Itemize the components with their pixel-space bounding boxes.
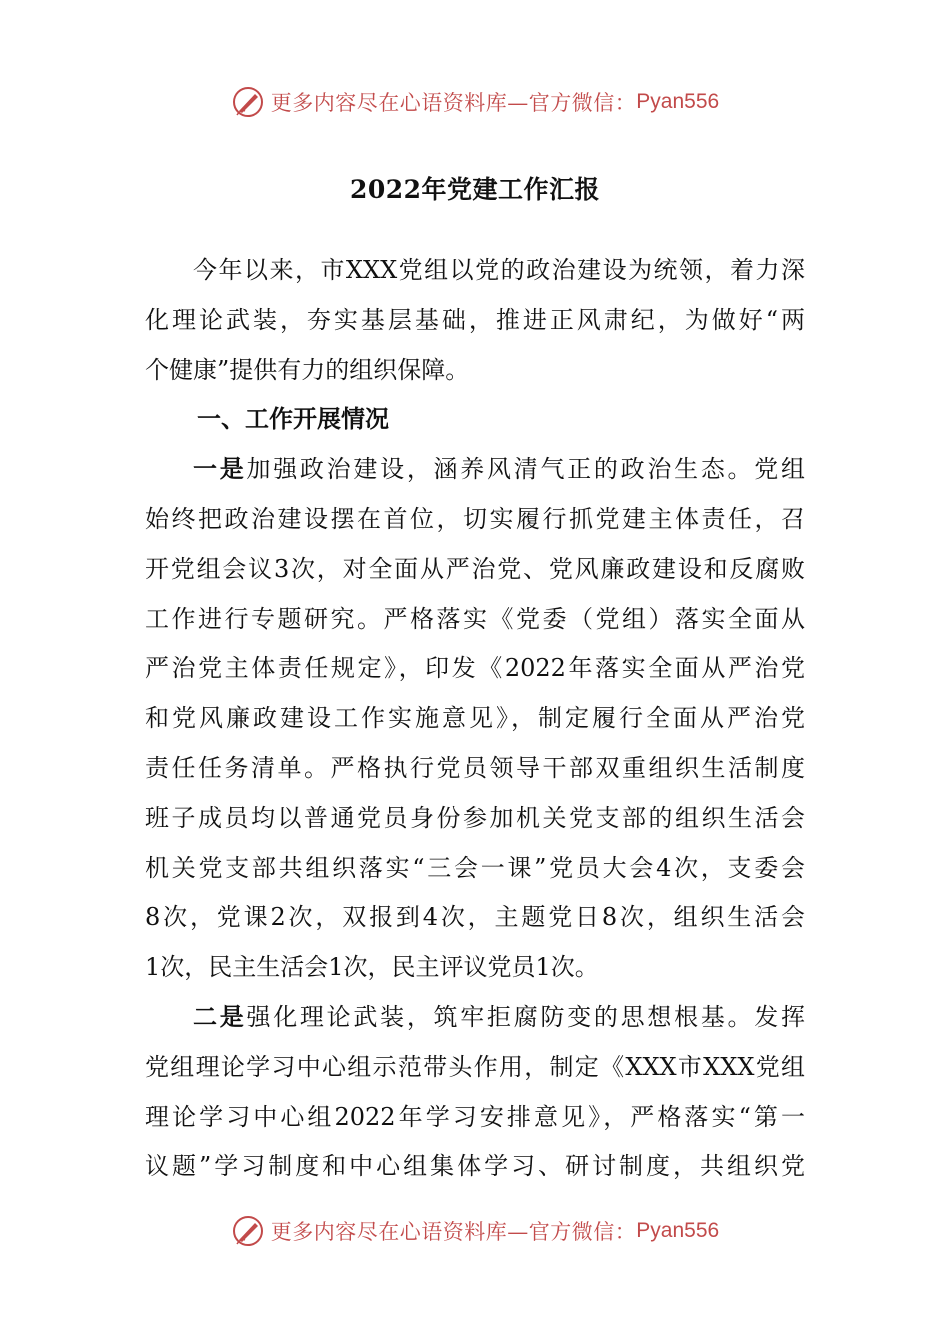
paragraph-2-lead: 二是 — [193, 1002, 247, 1031]
intro-line: 今年以来，市XXX党组以党的政治建设为统领，着力深 — [193, 256, 805, 284]
intro-line: 个健康”提供有力的组织保障。 — [145, 355, 470, 384]
watermark-text: 更多内容尽在心语资料库—官方微信： — [270, 91, 637, 115]
paragraph-2-line: 党组理论学习中心组示范带头作用，制定《XXX市XXX党组 — [145, 1052, 805, 1081]
paragraph-1-line: 1次，民主生活会1次，民主评议党员1次。 — [145, 953, 599, 982]
paragraph-2-line: 理论学习中心组2022年学习安排意见》，严格落实“第一 — [145, 1102, 805, 1131]
paragraph-1-text: 加强政治建设，涵养风清气正的政治生态。党组 — [246, 455, 805, 484]
pen-logo-icon — [231, 1214, 265, 1248]
paragraph-1-line: 和党风廉政建设工作实施意见》，制定履行全面从严治党 — [145, 704, 805, 733]
paragraph-1-line: 开党组会议3次，对全面从严治党、党风廉政建设和反腐败 — [145, 554, 805, 583]
paragraph-2-line — [145, 993, 805, 1043]
paragraph-1-line: 始终把政治建设摆在首位，切实履行抓党建主体责任，召 — [145, 504, 805, 533]
watermark-wechat: Pyan556 — [636, 90, 720, 113]
paragraph-1-lead: 一是 — [193, 455, 247, 484]
paragraph-2-line: 议题”学习制度和中心组集体学习、研讨制度，共组织党 — [145, 1152, 805, 1181]
section-heading: 一、工作开展情况 — [197, 405, 389, 434]
paragraph-1-line: 责任任务清单。严格执行党员领导干部双重组织生活制度 — [145, 753, 805, 782]
paragraph-2-text: 强化理论武装，筑牢拒腐防变的思想根基。发挥 — [246, 1002, 805, 1031]
document-title: 2022年党建工作汇报 — [349, 175, 601, 204]
paragraph-1-line: 严治党主体责任规定》，印发《2022年落实全面从严治党 — [145, 654, 805, 683]
paragraph-1-line: 工作进行专题研究。严格落实《党委（党组）落实全面从 — [145, 604, 805, 633]
watermark-text: 更多内容尽在心语资料库—官方微信： — [270, 1220, 637, 1244]
paragraph-1-line: 班子成员均以普通党员身份参加机关党支部的组织生活会 — [145, 803, 805, 832]
paragraph-1-line — [145, 445, 805, 495]
intro-line: 化理论武装，夯实基层基础，推进正风肃纪，为做好“两 — [145, 305, 805, 334]
watermark-banner-top — [0, 82, 950, 122]
watermark-wechat: Pyan556 — [636, 1219, 720, 1242]
paragraph-1-line: 8次，党课2次，双报到4次，主题党日8次，组织生活会 — [145, 903, 805, 932]
watermark-banner-bottom — [0, 1211, 950, 1251]
pen-logo-icon — [231, 85, 265, 119]
document-body — [145, 246, 805, 1192]
paragraph-1-line: 机关党支部共组织落实“三会一课”党员大会4次，支委会 — [145, 853, 805, 882]
